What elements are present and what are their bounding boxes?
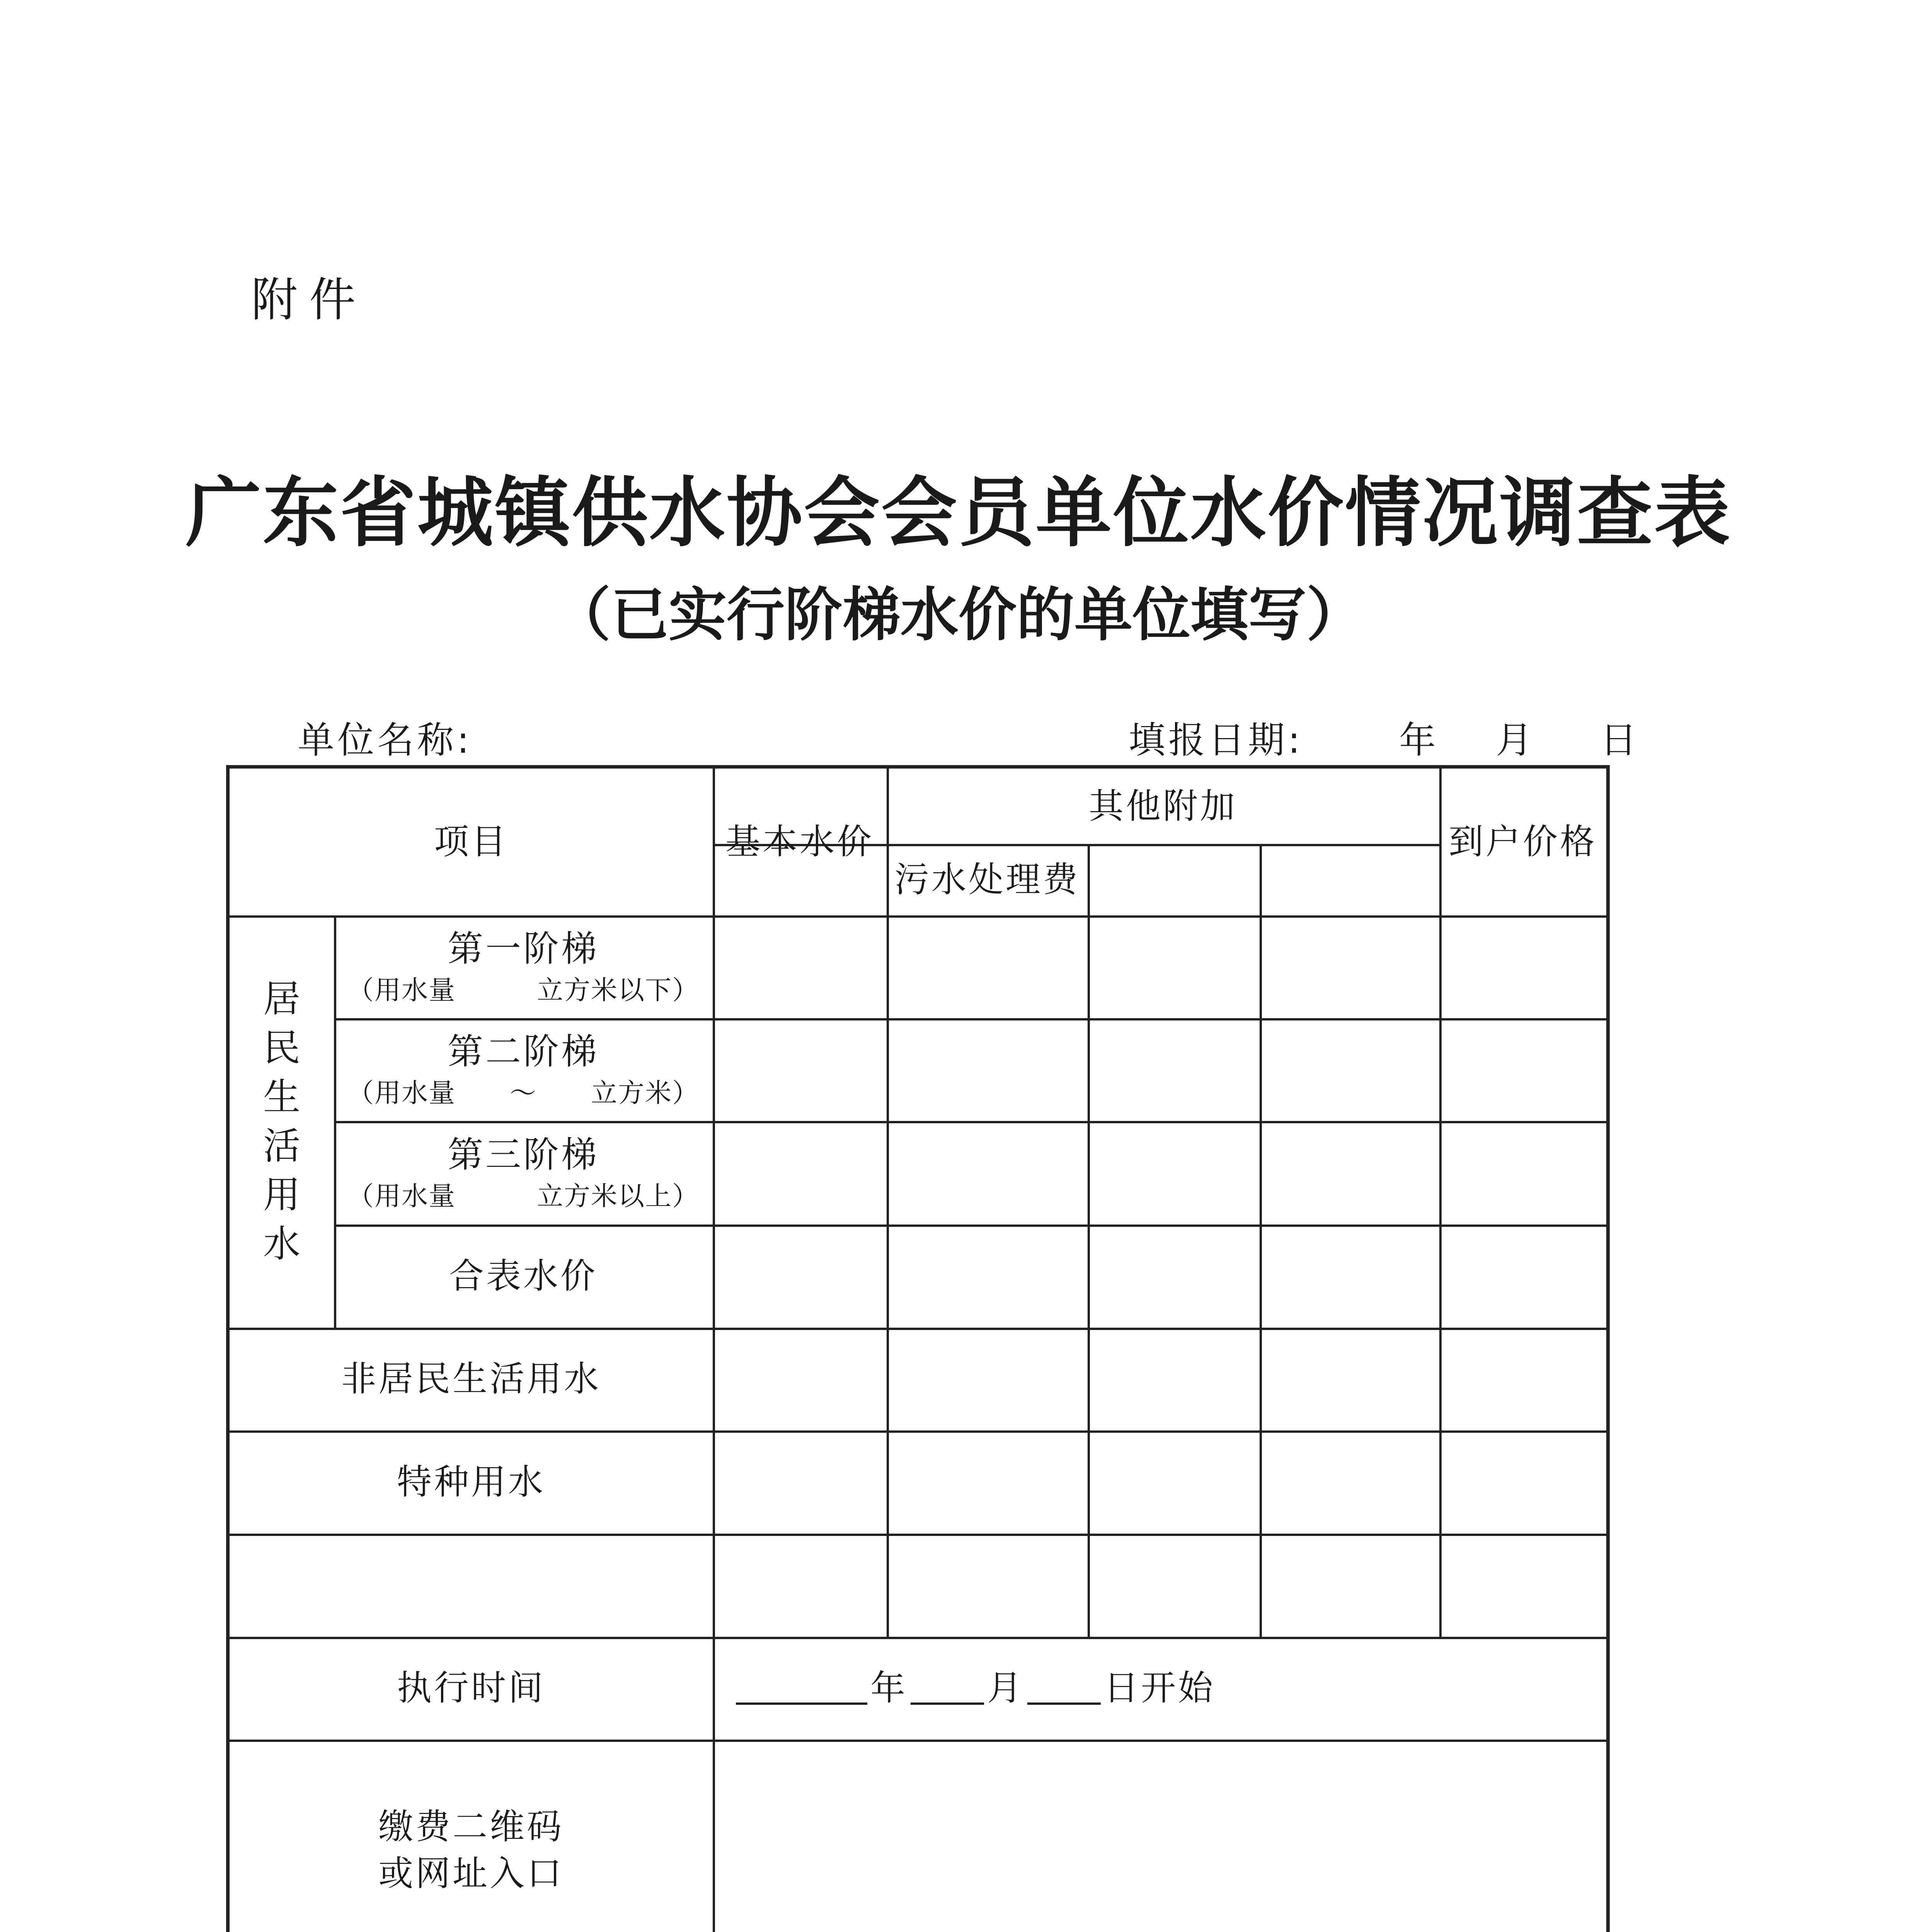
col-header-final-price: 到户价格 [1449, 821, 1597, 862]
fill-date-month: 月 [1496, 719, 1536, 762]
exec-day-blank[interactable] [1027, 1672, 1101, 1705]
fill-date-year: 年 [1399, 719, 1439, 762]
row-label-tier-2: 第二阶梯 （用水量 ～ 立方米） [347, 1031, 699, 1109]
row-label-tier-1: 第一阶梯 （用水量 立方米以下） [347, 928, 699, 1006]
exec-month-blank[interactable] [911, 1672, 984, 1705]
row-label-non-resident: 非居民生活用水 [341, 1359, 601, 1400]
form-subtitle: （已实行阶梯水价的单位填写） [552, 582, 1364, 649]
fill-date-label: 填报日期: [1129, 719, 1304, 762]
row-label-exec-time: 执行时间 [397, 1668, 545, 1709]
unit-name-label: 单位名称: [298, 719, 473, 762]
survey-table [226, 765, 1610, 1932]
fill-date-day: 日 [1600, 719, 1640, 762]
row-label-tier-3: 第三阶梯 （用水量 立方米以上） [347, 1134, 699, 1212]
row-label-qr-code: 缴费二维码 或网址入口 [378, 1806, 564, 1894]
col-header-item: 项目 [434, 821, 508, 862]
col-header-base-price: 基本水价 [725, 821, 874, 862]
form-title: 广东省城镇供水协会会员单位水价情况调查表 [185, 469, 1731, 557]
col-header-other-surcharges: 其他附加 [1089, 786, 1237, 827]
resident-water-group-label: 居 民 生 活 用 水 [263, 977, 300, 1265]
exec-time-value: 年 月 日开始 [713, 1637, 1606, 1740]
attachment-label: 附件 [251, 273, 367, 327]
row-label-special-use: 特种用水 [397, 1461, 545, 1502]
col-header-sewage-fee: 污水处理费 [894, 859, 1080, 900]
row-label-combined-price: 合表水价 [449, 1255, 598, 1296]
exec-year-blank[interactable] [736, 1672, 867, 1705]
